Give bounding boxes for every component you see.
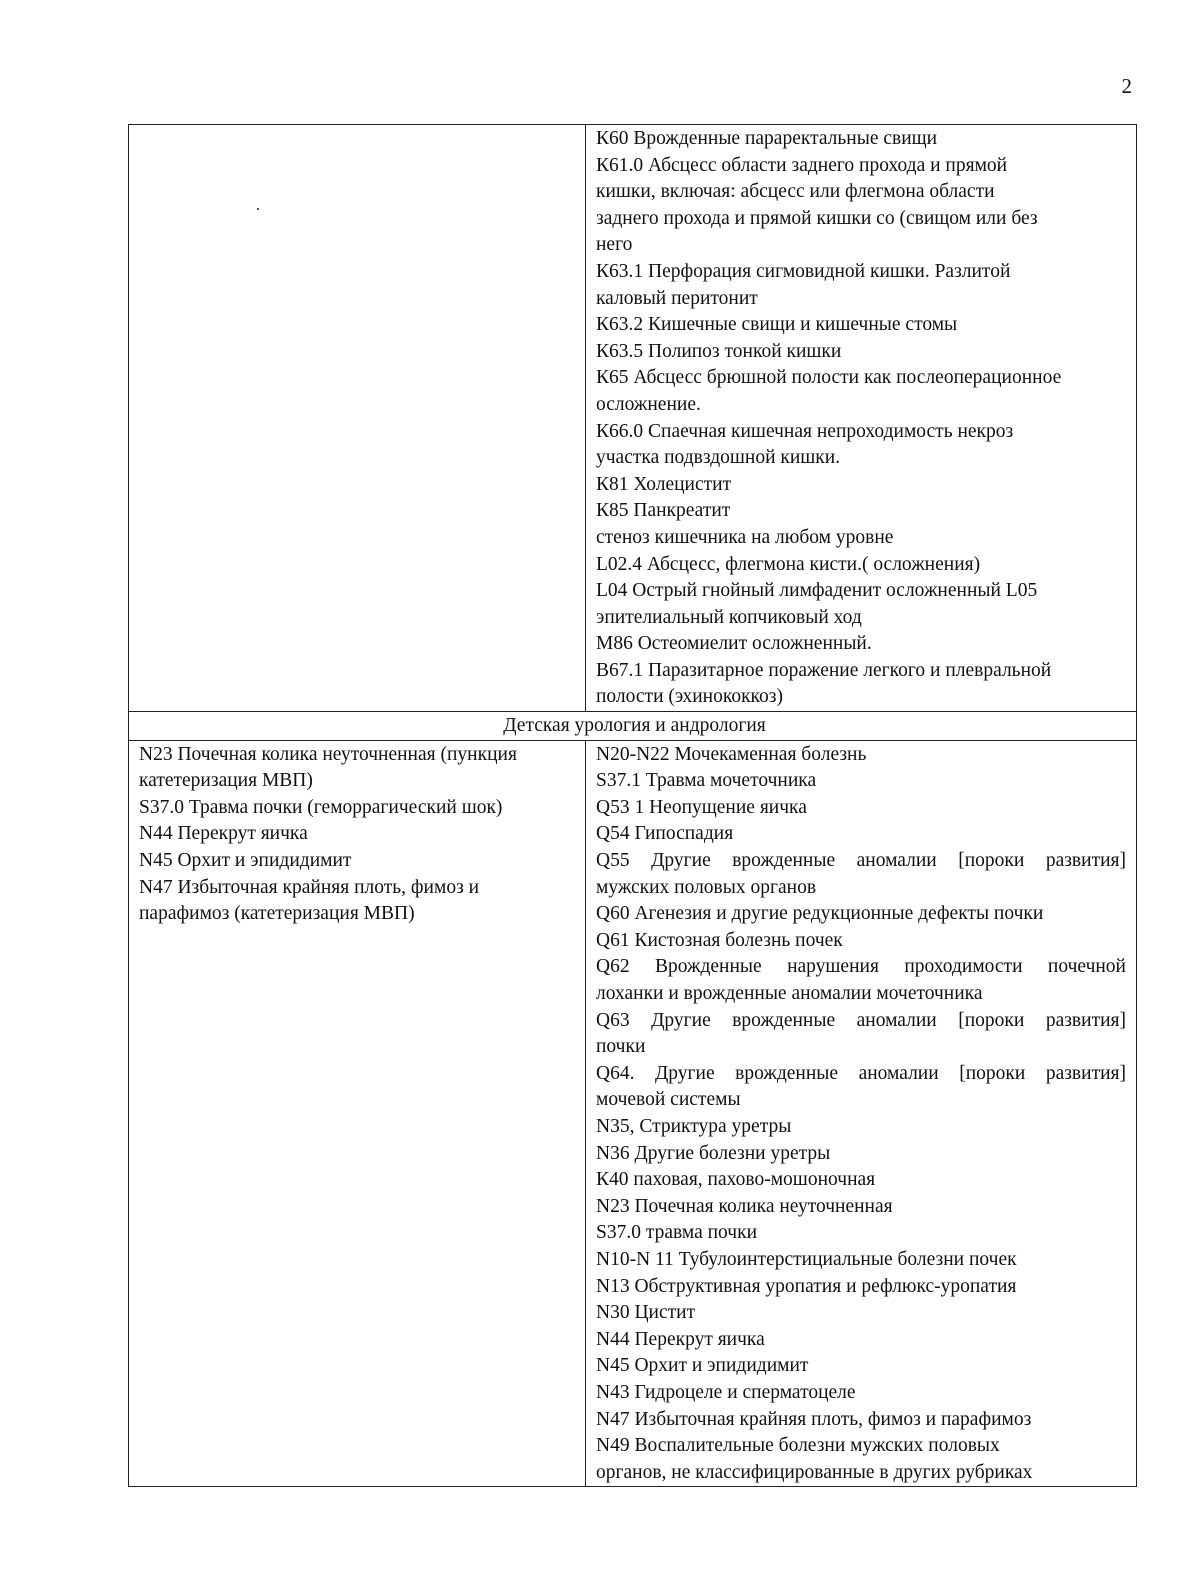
diagnosis-line: Q64. Другие врожденные аномалии [пороки развития] — [596, 1062, 1126, 1084]
diagnosis-line: органов, не классифицированные в других рубриках — [596, 1461, 1033, 1483]
diagnosis-line: К40 паховая, пахово-мошоночная — [596, 1169, 876, 1191]
diagnosis-line: участка подвздошной кишки. — [596, 447, 841, 469]
diagnosis-line: Q54 Гипоспадия — [596, 823, 734, 845]
section-title: Детская урология и андрология — [129, 712, 1137, 741]
diagnosis-line: Q63 Другие врожденные аномалии [пороки развития] — [596, 1009, 1126, 1031]
diagnosis-line: осложнение. — [596, 393, 701, 415]
diagnosis-line: К63.1 Перфорация сигмовидной кишки. Разлитой — [596, 260, 1011, 282]
diagnosis-line: В67.1 Паразитарное поражение легкого и плевральной — [596, 659, 1052, 681]
left-cell-urgent-diagnoses — [129, 740, 586, 1487]
diagnosis-line: парафимоз (катетеризация МВП) — [139, 903, 415, 925]
diagnosis-line: N43 Гидроцеле и сперматоцеле — [596, 1381, 856, 1403]
diagnosis-table — [128, 124, 1137, 1487]
diagnosis-line: N35, Стриктура уретры — [596, 1115, 792, 1137]
diagnosis-line: К60 Врожденные параректальные свищи — [596, 128, 938, 149]
diagnosis-line: К81 Холецистит — [596, 473, 732, 495]
diagnosis-line: N45 Орхит и эпидидимит — [596, 1355, 809, 1377]
diagnosis-line: почки — [596, 1036, 646, 1058]
diagnosis-line: К61.0 Абсцесс области заднего прохода и прямой — [596, 154, 1008, 176]
diagnosis-line: N10-N 11 Тубулоинтерстициальные болезни почек — [596, 1248, 1017, 1270]
diagnosis-line: К65 Абсцесс брюшной полости как послеоперационное — [596, 367, 1062, 389]
diagnosis-line: катетеризация МВП) — [139, 770, 313, 792]
diagnosis-line: полости (эхинококкоз) — [596, 686, 783, 708]
diagnosis-line: Q53 1 Неопущение яичка — [596, 796, 807, 818]
diagnosis-line: мужских половых органов — [596, 876, 817, 898]
diagnosis-line: кишки, включая: абсцесс или флегмона области — [596, 181, 995, 203]
page-number: 2 — [1121, 74, 1132, 98]
diagnosis-line: L04 Острый гнойный лимфаденит осложненный L05 — [596, 580, 1038, 602]
diagnosis-line: К66.0 Спаечная кишечная непроходимость некроз — [596, 420, 1014, 442]
table-row-continuation — [129, 125, 1137, 712]
diagnosis-line: К63.5 Полипоз тонкой кишки — [596, 340, 842, 362]
diagnosis-line: Q55 Другие врожденные аномалии [пороки развития] — [596, 850, 1126, 872]
diagnosis-line: N44 Перекрут яичка — [596, 1328, 765, 1350]
diagnosis-line: стеноз кишечника на любом уровне — [596, 526, 894, 548]
diagnosis-line: N45 Орхит и эпидидимит — [139, 850, 352, 872]
diagnosis-line: заднего прохода и прямой кишки со (свищом или без — [596, 207, 1038, 229]
diagnosis-line: N13 Обструктивная уропатия и рефлюкс-уропатия — [596, 1275, 1017, 1297]
diagnosis-line: N23 Почечная колика неуточненная (пункция — [139, 743, 517, 765]
left-cell-empty — [129, 125, 586, 712]
diagnosis-line: К85 Панкреатит — [596, 500, 731, 522]
diagnosis-line: Q61 Кистозная болезнь почек — [596, 929, 843, 951]
diagnosis-line: него — [596, 234, 633, 256]
diagnosis-line: N47 Избыточная крайняя плоть, фимоз и парафимоз — [596, 1408, 1032, 1430]
diagnosis-line: Q62 Врожденные нарушения проходимости почечной — [596, 956, 1126, 978]
diagnosis-line: эпителиальный копчиковый ход — [596, 606, 862, 628]
diagnosis-line: мочевой системы — [596, 1089, 741, 1111]
diagnosis-line: N36 Другие болезни уретры — [596, 1142, 831, 1164]
diagnosis-line: каловый перитонит — [596, 287, 758, 309]
diagnosis-line: L02.4 Абсцесс, флегмона кисти.( осложнения) — [596, 553, 981, 575]
diagnosis-line: S37.0 травма почки — [596, 1222, 758, 1244]
diagnosis-line: М86 Остеомиелит осложненный. — [596, 633, 872, 655]
diagnosis-line: N30 Цистит — [596, 1302, 696, 1324]
table-row-section-header — [129, 712, 1137, 741]
diagnosis-line: S37.0 Травма почки (геморрагический шок) — [139, 796, 503, 818]
diagnosis-line: N44 Перекрут яичка — [139, 823, 308, 845]
diagnosis-line: лоханки и врожденные аномалии мочеточника — [596, 983, 983, 1004]
table-row-urology — [129, 740, 1137, 1487]
diagnosis-line: N47 Избыточная крайняя плоть, фимоз и — [139, 876, 480, 898]
diagnosis-line: N20-N22 Мочекаменная болезнь — [596, 743, 867, 765]
right-cell-diagnoses — [586, 125, 1137, 712]
diagnosis-line: S37.1 Травма мочеточника — [596, 770, 817, 792]
right-cell-planned-diagnoses — [586, 740, 1137, 1487]
diagnosis-line: N23 Почечная колика неуточненная — [596, 1195, 893, 1217]
diagnosis-line: К63.2 Кишечные свищи и кишечные стомы — [596, 314, 958, 336]
diagnosis-line: Q60 Агенезия и другие редукционные дефекты почки — [596, 903, 1044, 925]
diagnosis-line: N49 Воспалительные болезни мужских половых — [596, 1435, 1000, 1457]
